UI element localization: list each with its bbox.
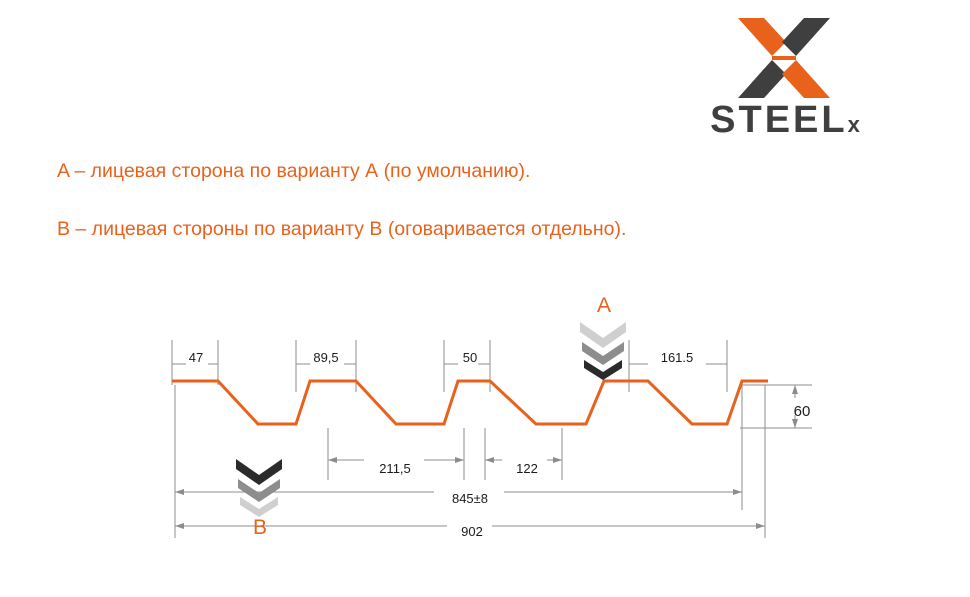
marker-b-chevrons [236,459,282,517]
logo-wordmark-text: STEEL [710,99,848,141]
profile-outline [172,381,768,424]
marker-b-label: B [252,516,267,539]
dim-50: 50 [462,350,478,365]
dim-845: 845±8 [451,491,489,506]
marker-a-label: A [596,294,611,317]
legend-variant-a: A – лицевая сторона по варианту А (по умолчанию). [57,160,531,182]
dim-902: 902 [461,524,483,539]
dim-60: 60 [793,403,811,420]
dim-122: 122 [516,461,538,476]
dim-161-5: 161.5 [660,350,694,365]
dim-89-5: 89,5 [313,350,339,365]
dim-211-5: 211,5 [379,461,411,476]
dim-47: 47 [188,350,204,365]
legend-variant-b: B – лицевая стороны по варианту В (оговаривается отдельно). [57,218,627,240]
logo-wordmark-suffix: x [847,112,860,137]
marker-a-chevrons [580,322,626,380]
